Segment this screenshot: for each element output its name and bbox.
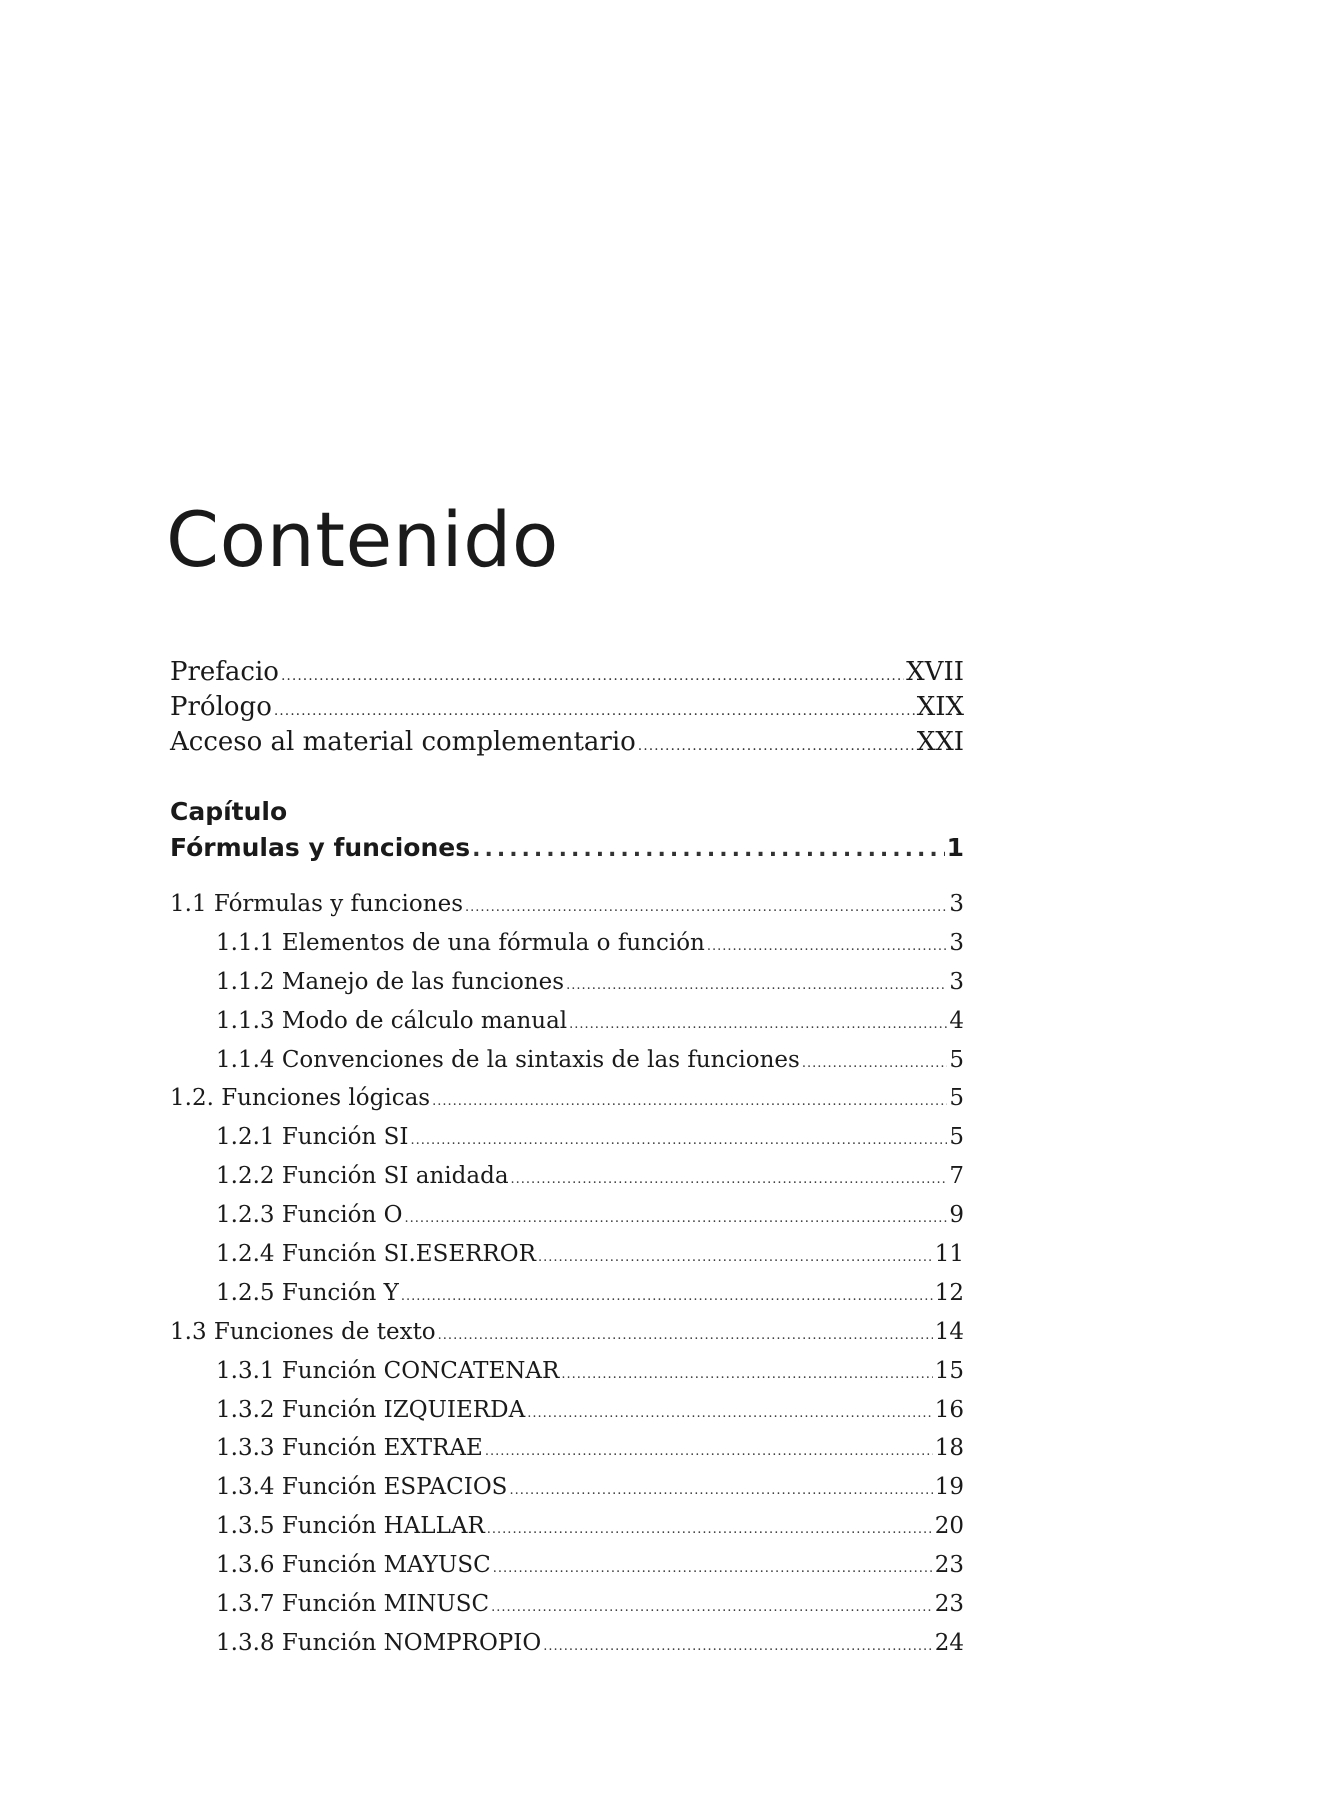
toc-entry-page: 5 [949, 1085, 964, 1112]
toc-entry-title: 1.3.1 Función CONCATENAR [216, 1357, 560, 1384]
toc-entry-title: 1.1.1 Elementos de una fórmula o función [216, 929, 705, 956]
dot-leader [511, 1161, 948, 1200]
dot-leader [432, 1083, 947, 1122]
toc-entry-page: 14 [934, 1318, 964, 1345]
toc-entry-page: 18 [934, 1435, 964, 1462]
dot-leader [465, 889, 947, 928]
dot-leader [485, 1433, 933, 1472]
toc-entry-page: 19 [934, 1474, 964, 1501]
dot-leader [707, 928, 947, 967]
toc-entry-page: 3 [949, 891, 964, 917]
toc-entry-page: XXI [916, 727, 964, 757]
toc-entry-title: 1.3.7 Función MINUSC [216, 1591, 490, 1618]
dot-leader [281, 659, 904, 694]
toc-entry-page: XIX [916, 692, 964, 722]
dot-leader [538, 1239, 933, 1278]
toc-entry-title: Prefacio [170, 657, 279, 687]
toc-entry-title: Acceso al material complementario [170, 727, 636, 757]
dot-leader [569, 1006, 947, 1045]
toc-entry[interactable] [170, 1235, 964, 1274]
toc-entry[interactable] [170, 1507, 964, 1546]
toc-entry-prefacio[interactable] [170, 655, 964, 690]
toc-entry-title: 1.1.4 Convenciones de la sintaxis de las funciones [216, 1046, 800, 1073]
toc-entry-page: 7 [949, 1163, 964, 1190]
toc-entry-page: 3 [949, 929, 964, 956]
toc-entry-page: 23 [934, 1552, 964, 1579]
toc-entry-prologo[interactable] [170, 690, 964, 725]
toc-entry-title: 1.3.4 Función ESPACIOS [216, 1474, 508, 1501]
toc-entry[interactable] [170, 1118, 964, 1157]
toc-entry-title: 1.1.3 Modo de cálculo manual [216, 1007, 568, 1034]
toc-entry-title: 1.2.3 Función O [216, 1202, 403, 1229]
toc-entry[interactable] [170, 1429, 964, 1468]
toc-entry-title: 1.1.2 Manejo de las funciones [216, 968, 565, 995]
toc-entry-title: 1.2.4 Función SI.ESERROR [216, 1241, 536, 1268]
toc-entry[interactable] [170, 1002, 964, 1041]
toc-chapter-entry[interactable] [170, 830, 964, 868]
front-matter-list [170, 655, 964, 760]
chapter-heading [170, 794, 964, 868]
toc-entry[interactable] [170, 1624, 964, 1663]
toc-entry-title: 1.2.1 Función SI [216, 1124, 409, 1151]
dot-leader [638, 729, 915, 764]
toc-entry-page: 24 [934, 1629, 964, 1656]
toc-entry-page: 3 [949, 968, 964, 995]
toc-entry-page: XVII [906, 657, 964, 687]
toc-entry[interactable] [170, 1352, 964, 1391]
toc-entry-title: 1.2. Funciones lógicas [170, 1085, 431, 1112]
dot-leader [410, 1122, 947, 1161]
toc-entry-title: 1.3 Funciones de texto [170, 1318, 436, 1345]
toc-entry-title: 1.3.8 Función NOMPROPIO [216, 1629, 542, 1656]
toc-entry-page: 23 [934, 1591, 964, 1618]
chapter-title: Fórmulas y funciones [170, 833, 471, 862]
page-title: Contenido [166, 495, 559, 584]
toc-entry-page: 5 [949, 1046, 964, 1073]
toc-entry-page: 9 [949, 1202, 964, 1229]
toc-entry[interactable] [170, 1196, 964, 1235]
toc-entry-page: 4 [949, 1007, 964, 1034]
dot-leader [493, 1550, 933, 1589]
toc-entry[interactable] [170, 1585, 964, 1624]
dot-leader [561, 1356, 932, 1395]
dot-leader [401, 1278, 933, 1317]
toc-entry[interactable] [170, 1468, 964, 1507]
toc-entry-title: 1.3.3 Función EXTRAE [216, 1435, 483, 1462]
toc-entry[interactable] [170, 1546, 964, 1585]
dot-leader [566, 967, 947, 1006]
dot-leader [438, 1317, 933, 1356]
chapter-label: Capítulo [170, 797, 288, 826]
toc-entry-title: 1.3.2 Función IZQUIERDA [216, 1396, 526, 1423]
toc-entry[interactable] [170, 1313, 964, 1352]
toc-entry[interactable] [170, 1041, 964, 1080]
toc-entry[interactable] [170, 924, 964, 963]
toc-entry[interactable] [170, 1274, 964, 1313]
toc-entry[interactable] [170, 885, 964, 924]
toc-entry-title: 1.2.2 Función SI anidada [216, 1163, 509, 1190]
toc-entry-page: 15 [934, 1357, 964, 1384]
dot-leader [472, 832, 944, 868]
dot-leader [487, 1511, 933, 1550]
dot-leader [543, 1628, 932, 1667]
toc-entry-page: 12 [934, 1279, 964, 1306]
toc-entry[interactable] [170, 1157, 964, 1196]
toc-entry[interactable] [170, 1079, 964, 1118]
toc-entry-page: 5 [949, 1124, 964, 1151]
chapter-page: 1 [946, 833, 964, 862]
toc-entry-page: 16 [934, 1396, 964, 1423]
dot-leader [802, 1045, 948, 1084]
dot-leader [274, 694, 915, 729]
toc-entry-title: 1.2.5 Función Y [216, 1279, 399, 1306]
toc-entry-page: 11 [934, 1241, 964, 1268]
toc-entry-title: Prólogo [170, 692, 272, 722]
dot-leader [509, 1472, 932, 1511]
toc-entry[interactable] [170, 1391, 964, 1430]
toc-entry[interactable] [170, 963, 964, 1002]
toc-entry-title: 1.3.6 Función MAYUSC [216, 1552, 491, 1579]
toc-entry-page: 20 [934, 1513, 964, 1540]
dot-leader [491, 1589, 933, 1628]
toc-entry-title: 1.1 Fórmulas y funciones [170, 891, 463, 917]
dot-leader [404, 1200, 947, 1239]
toc-entry-title: 1.3.5 Función HALLAR [216, 1513, 485, 1540]
dot-leader [527, 1395, 933, 1434]
toc-entry-acceso-material[interactable] [170, 725, 964, 760]
toc-section-list [170, 885, 964, 1663]
